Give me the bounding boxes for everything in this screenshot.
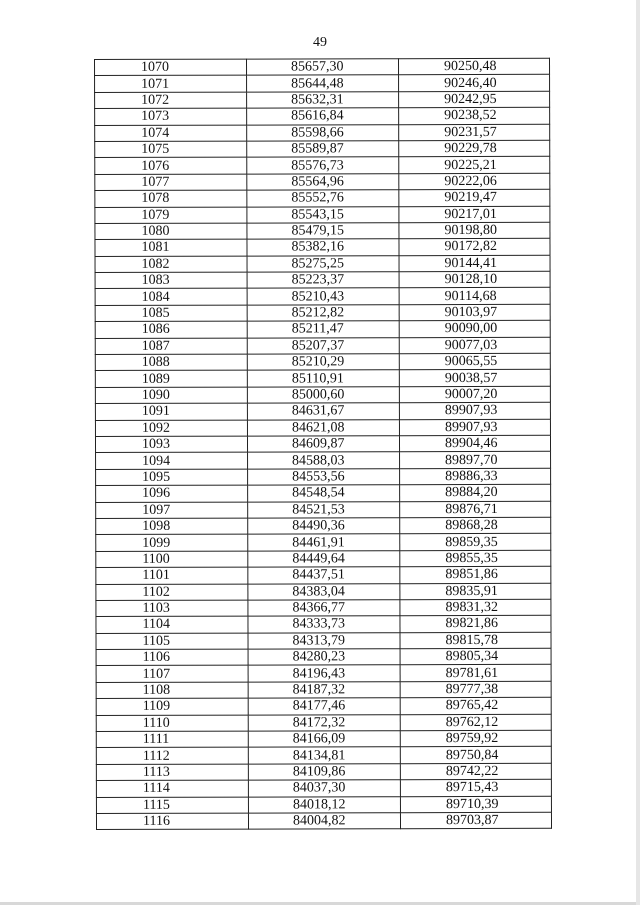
y-coordinate-cell: 89710,39 (400, 796, 551, 813)
x-coordinate-cell: 84553,56 (248, 468, 400, 485)
y-coordinate-cell: 89815,78 (400, 632, 551, 649)
table-row (96, 616, 551, 634)
y-coordinate-cell: 90065,55 (399, 353, 550, 370)
y-coordinate-cell: 90172,82 (399, 239, 550, 256)
table-row (96, 730, 551, 748)
y-coordinate-cell: 90229,78 (399, 140, 550, 157)
point-number-cell: 1077 (95, 174, 247, 191)
y-coordinate-cell: 89742,22 (400, 763, 551, 780)
point-number-cell: 1108 (96, 682, 248, 699)
x-coordinate-cell: 84177,46 (248, 698, 400, 715)
y-coordinate-cell: 90114,68 (399, 288, 550, 305)
y-coordinate-cell: 89876,71 (400, 501, 551, 518)
y-coordinate-cell: 89821,86 (400, 616, 551, 633)
table-row (96, 599, 551, 617)
point-number-cell: 1114 (96, 780, 248, 797)
table-row (95, 75, 550, 93)
point-number-cell: 1070 (95, 59, 247, 76)
point-number-cell: 1089 (95, 371, 247, 388)
x-coordinate-cell: 85275,25 (247, 255, 399, 272)
x-coordinate-cell: 84004,82 (248, 813, 400, 830)
y-coordinate-cell: 90090,00 (399, 321, 550, 338)
y-coordinate-cell: 90250,48 (399, 58, 550, 75)
point-number-cell: 1086 (95, 321, 247, 338)
point-number-cell: 1104 (96, 616, 248, 633)
x-coordinate-cell: 84313,79 (248, 632, 400, 649)
table-row (95, 173, 550, 191)
table-row (95, 189, 550, 207)
x-coordinate-cell: 84018,12 (248, 796, 400, 813)
point-number-cell: 1097 (96, 502, 248, 519)
y-coordinate-cell: 89868,28 (400, 517, 551, 534)
x-coordinate-cell: 84366,77 (248, 600, 400, 617)
point-number-cell: 1112 (96, 748, 248, 765)
x-coordinate-cell: 85211,47 (247, 321, 399, 338)
x-coordinate-cell: 84449,64 (248, 550, 400, 567)
point-number-cell: 1116 (96, 813, 248, 830)
table-row (96, 517, 551, 535)
y-coordinate-cell: 89897,70 (400, 452, 551, 469)
page-number: 49 (313, 35, 327, 50)
x-coordinate-cell: 85207,37 (247, 337, 399, 354)
table-row (95, 304, 550, 322)
x-coordinate-cell: 85382,16 (247, 239, 399, 256)
point-number-cell: 1099 (96, 534, 248, 551)
point-number-cell: 1091 (95, 403, 247, 420)
x-coordinate-cell: 85564,96 (247, 173, 399, 190)
table-row (96, 484, 551, 502)
y-coordinate-cell: 89777,38 (400, 681, 551, 698)
y-coordinate-cell: 89886,33 (400, 468, 551, 485)
point-number-cell: 1096 (96, 485, 248, 502)
point-number-cell: 1115 (96, 797, 248, 814)
table-row (96, 534, 551, 552)
x-coordinate-cell: 85543,15 (247, 206, 399, 223)
point-number-cell: 1110 (96, 715, 248, 732)
point-number-cell: 1113 (96, 764, 248, 781)
y-coordinate-cell: 89907,93 (399, 419, 550, 436)
point-number-cell: 1103 (96, 600, 248, 617)
point-number-cell: 1107 (96, 666, 248, 683)
point-number-cell: 1100 (96, 551, 248, 568)
point-number-cell: 1109 (96, 698, 248, 715)
point-number-cell: 1081 (95, 239, 247, 256)
x-coordinate-cell: 84383,04 (248, 583, 400, 600)
y-coordinate-cell: 90077,03 (399, 337, 550, 354)
point-number-cell: 1078 (95, 190, 247, 207)
x-coordinate-cell: 84609,87 (247, 436, 399, 453)
table-row (95, 337, 550, 355)
x-coordinate-cell: 84037,30 (248, 780, 400, 797)
y-coordinate-cell: 89750,84 (400, 747, 551, 764)
y-coordinate-cell: 90038,57 (399, 370, 550, 387)
point-number-cell: 1080 (95, 223, 247, 240)
x-coordinate-cell: 84196,43 (248, 665, 400, 682)
point-number-cell: 1093 (95, 436, 247, 453)
x-coordinate-cell: 85210,43 (247, 288, 399, 305)
y-coordinate-cell: 89831,32 (400, 599, 551, 616)
point-number-cell: 1073 (95, 108, 247, 125)
x-coordinate-cell: 85212,82 (247, 305, 399, 322)
y-coordinate-cell: 89759,92 (400, 730, 551, 747)
point-number-cell: 1084 (95, 289, 247, 306)
y-coordinate-cell: 90007,20 (399, 386, 550, 403)
table-body (95, 58, 552, 830)
x-coordinate-cell: 84166,09 (248, 731, 400, 748)
table-row (96, 566, 551, 584)
table-row (96, 550, 551, 568)
x-coordinate-cell: 84588,03 (248, 452, 400, 469)
table-row (95, 288, 550, 306)
table-row (96, 698, 551, 716)
y-coordinate-cell: 89904,46 (399, 435, 550, 452)
table-row (95, 206, 550, 224)
table-row (95, 353, 550, 371)
table-row (96, 796, 551, 814)
table-row (95, 403, 550, 421)
table-row (96, 763, 551, 781)
x-coordinate-cell: 84437,51 (248, 567, 400, 584)
x-coordinate-cell: 84172,32 (248, 714, 400, 731)
point-number-cell: 1071 (95, 75, 247, 92)
point-number-cell: 1075 (95, 141, 247, 158)
table-row (96, 648, 551, 666)
point-number-cell: 1079 (95, 207, 247, 224)
x-coordinate-cell: 85479,15 (247, 223, 399, 240)
y-coordinate-cell: 90144,41 (399, 255, 550, 272)
point-number-cell: 1102 (96, 584, 248, 601)
x-coordinate-cell: 84134,81 (248, 747, 400, 764)
point-number-cell: 1095 (96, 469, 248, 486)
y-coordinate-cell: 90246,40 (399, 75, 550, 92)
y-coordinate-cell: 89805,34 (400, 648, 551, 665)
y-coordinate-cell: 90103,97 (399, 304, 550, 321)
x-coordinate-cell: 85110,91 (247, 370, 399, 387)
y-coordinate-cell: 90219,47 (399, 189, 550, 206)
point-number-cell: 1106 (96, 649, 248, 666)
table-row (95, 255, 550, 273)
table-row (95, 321, 550, 339)
y-coordinate-cell: 90217,01 (399, 206, 550, 223)
x-coordinate-cell: 85000,60 (247, 387, 399, 404)
y-coordinate-cell: 90238,52 (399, 107, 550, 124)
table-row (96, 714, 551, 732)
x-coordinate-cell: 84631,67 (247, 403, 399, 420)
table-row (95, 157, 550, 175)
x-coordinate-cell: 84187,32 (248, 682, 400, 699)
coordinates-table (94, 58, 552, 831)
x-coordinate-cell: 85552,76 (247, 190, 399, 207)
table-row (96, 779, 551, 797)
table-row (95, 91, 550, 109)
point-number-cell: 1111 (96, 731, 248, 748)
y-coordinate-cell: 90198,80 (399, 222, 550, 239)
point-number-cell: 1092 (95, 420, 247, 437)
table-row (95, 107, 550, 125)
y-coordinate-cell: 89765,42 (400, 698, 551, 715)
point-number-cell: 1094 (96, 452, 248, 469)
table-row (96, 632, 551, 650)
point-number-cell: 1087 (95, 338, 247, 355)
x-coordinate-cell: 84333,73 (248, 616, 400, 633)
x-coordinate-cell: 85223,37 (247, 272, 399, 289)
y-coordinate-cell: 90231,57 (399, 124, 550, 141)
table-row (96, 665, 551, 683)
x-coordinate-cell: 84109,86 (248, 763, 400, 780)
point-number-cell: 1101 (96, 567, 248, 584)
point-number-cell: 1083 (95, 272, 247, 289)
x-coordinate-cell: 85657,30 (247, 59, 399, 76)
table-row (96, 452, 551, 470)
y-coordinate-cell: 89703,87 (400, 812, 551, 829)
y-coordinate-cell: 90128,10 (399, 271, 550, 288)
table-row (95, 435, 550, 453)
y-coordinate-cell: 89884,20 (400, 484, 551, 501)
y-coordinate-cell: 90225,21 (399, 157, 550, 174)
table-row (96, 501, 551, 519)
table-row (95, 58, 550, 76)
y-coordinate-cell: 89851,86 (400, 566, 551, 583)
table-row (95, 124, 550, 142)
x-coordinate-cell: 84280,23 (248, 649, 400, 666)
y-coordinate-cell: 89762,12 (400, 714, 551, 731)
y-coordinate-cell: 89835,91 (400, 583, 551, 600)
x-coordinate-cell: 85589,87 (247, 141, 399, 158)
table-row (96, 583, 551, 601)
table-row (96, 468, 551, 486)
y-coordinate-cell: 89859,35 (400, 534, 551, 551)
x-coordinate-cell: 85210,29 (247, 354, 399, 371)
y-coordinate-cell: 90222,06 (399, 173, 550, 190)
x-coordinate-cell: 85598,66 (247, 124, 399, 141)
point-number-cell: 1085 (95, 305, 247, 322)
y-coordinate-cell: 89715,43 (400, 779, 551, 796)
x-coordinate-cell: 84461,91 (248, 534, 400, 551)
table-row (95, 419, 550, 437)
y-coordinate-cell: 89907,93 (399, 403, 550, 420)
point-number-cell: 1074 (95, 125, 247, 142)
x-coordinate-cell: 85632,31 (247, 91, 399, 108)
point-number-cell: 1076 (95, 157, 247, 174)
x-coordinate-cell: 84490,36 (248, 518, 400, 535)
table-row (95, 140, 550, 158)
x-coordinate-cell: 84521,53 (248, 501, 400, 518)
table-row (96, 812, 551, 830)
table-row (95, 386, 550, 404)
x-coordinate-cell: 85616,84 (247, 108, 399, 125)
x-coordinate-cell: 84548,54 (248, 485, 400, 502)
x-coordinate-cell: 84621,08 (247, 419, 399, 436)
table-row (95, 271, 550, 289)
table-row (96, 747, 551, 765)
table-row (96, 681, 551, 699)
table-row (95, 239, 550, 257)
right-scan-edge (636, 0, 640, 905)
point-number-cell: 1105 (96, 633, 248, 650)
point-number-cell: 1090 (95, 387, 247, 404)
table-row (95, 222, 550, 240)
point-number-cell: 1082 (95, 256, 247, 273)
table-row (95, 370, 550, 388)
y-coordinate-cell: 89781,61 (400, 665, 551, 682)
x-coordinate-cell: 85576,73 (247, 157, 399, 174)
x-coordinate-cell: 85644,48 (247, 75, 399, 92)
y-coordinate-cell: 90242,95 (399, 91, 550, 108)
point-number-cell: 1088 (95, 354, 247, 371)
point-number-cell: 1098 (96, 518, 248, 535)
y-coordinate-cell: 89855,35 (400, 550, 551, 567)
point-number-cell: 1072 (95, 92, 247, 109)
